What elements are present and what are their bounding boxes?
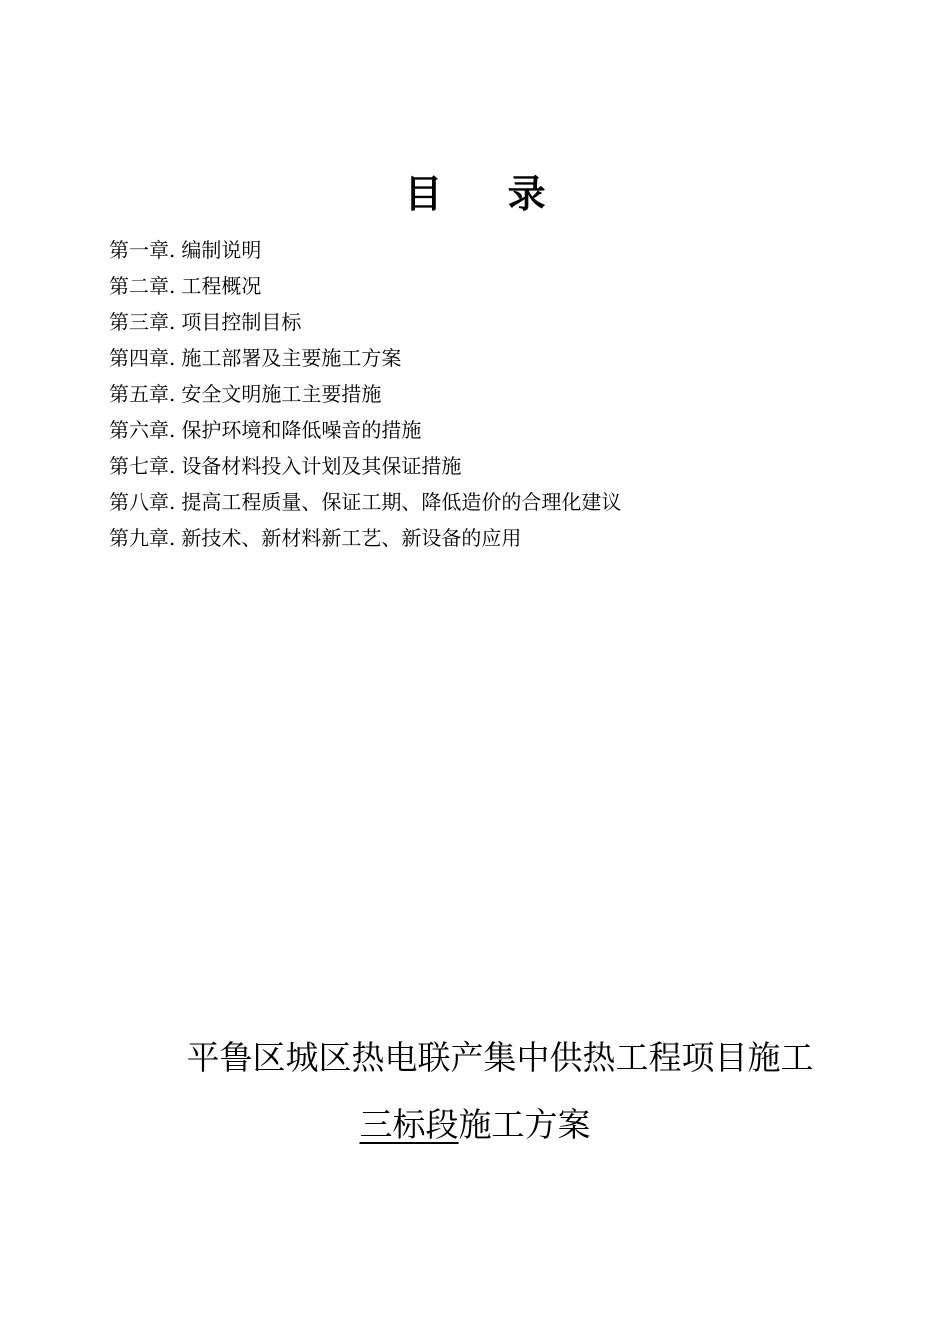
toc-chapter-title: 施工部署及主要施工方案 — [181, 346, 402, 370]
toc-chapter-title: 编制说明 — [181, 238, 262, 262]
toc-chapter-label: 第四章. — [109, 346, 176, 370]
toc-chapter-title: 设备材料投入计划及其保证措施 — [181, 454, 462, 478]
cover-title-line1: 平鲁区城区热电联产集中供热工程项目施工 — [186, 1038, 814, 1077]
cover-title-line2-rest: 施工方案 — [458, 1105, 591, 1144]
toc-item — [109, 340, 621, 376]
toc-item — [109, 520, 621, 556]
toc-item — [109, 376, 621, 412]
toc-item — [109, 484, 621, 520]
toc-item — [109, 268, 621, 304]
toc-chapter-title: 提高工程质量、保证工期、降低造价的合理化建议 — [181, 490, 622, 514]
toc-chapter-label: 第二章. — [109, 274, 176, 298]
toc-chapter-title: 工程概况 — [181, 274, 262, 298]
toc-chapter-title: 项目控制目标 — [181, 310, 302, 334]
toc-item — [109, 304, 621, 340]
toc-list — [109, 232, 621, 556]
toc-chapter-title: 保护环境和降低噪音的措施 — [181, 418, 422, 442]
section-number-underlined: 三标段 — [359, 1105, 459, 1144]
toc-title: 目 录 — [404, 171, 572, 216]
toc-chapter-title: 新技术、新材料新工艺、新设备的应用 — [181, 526, 522, 550]
cover-title — [0, 1030, 950, 1153]
toc-chapter-label: 第六章. — [109, 418, 176, 442]
toc-chapter-label: 第九章. — [109, 526, 176, 550]
toc-chapter-label: 第七章. — [109, 454, 176, 478]
toc-chapter-label: 第五章. — [109, 382, 176, 406]
toc-chapter-title: 安全文明施工主要措施 — [181, 382, 382, 406]
toc-chapter-label: 第三章. — [109, 310, 176, 334]
cover-title-line2 — [0, 1097, 950, 1153]
toc-chapter-label: 第八章. — [109, 490, 176, 514]
toc-item — [109, 448, 621, 484]
toc-item — [109, 412, 621, 448]
toc-item — [109, 232, 621, 268]
toc-chapter-label: 第一章. — [109, 238, 176, 262]
